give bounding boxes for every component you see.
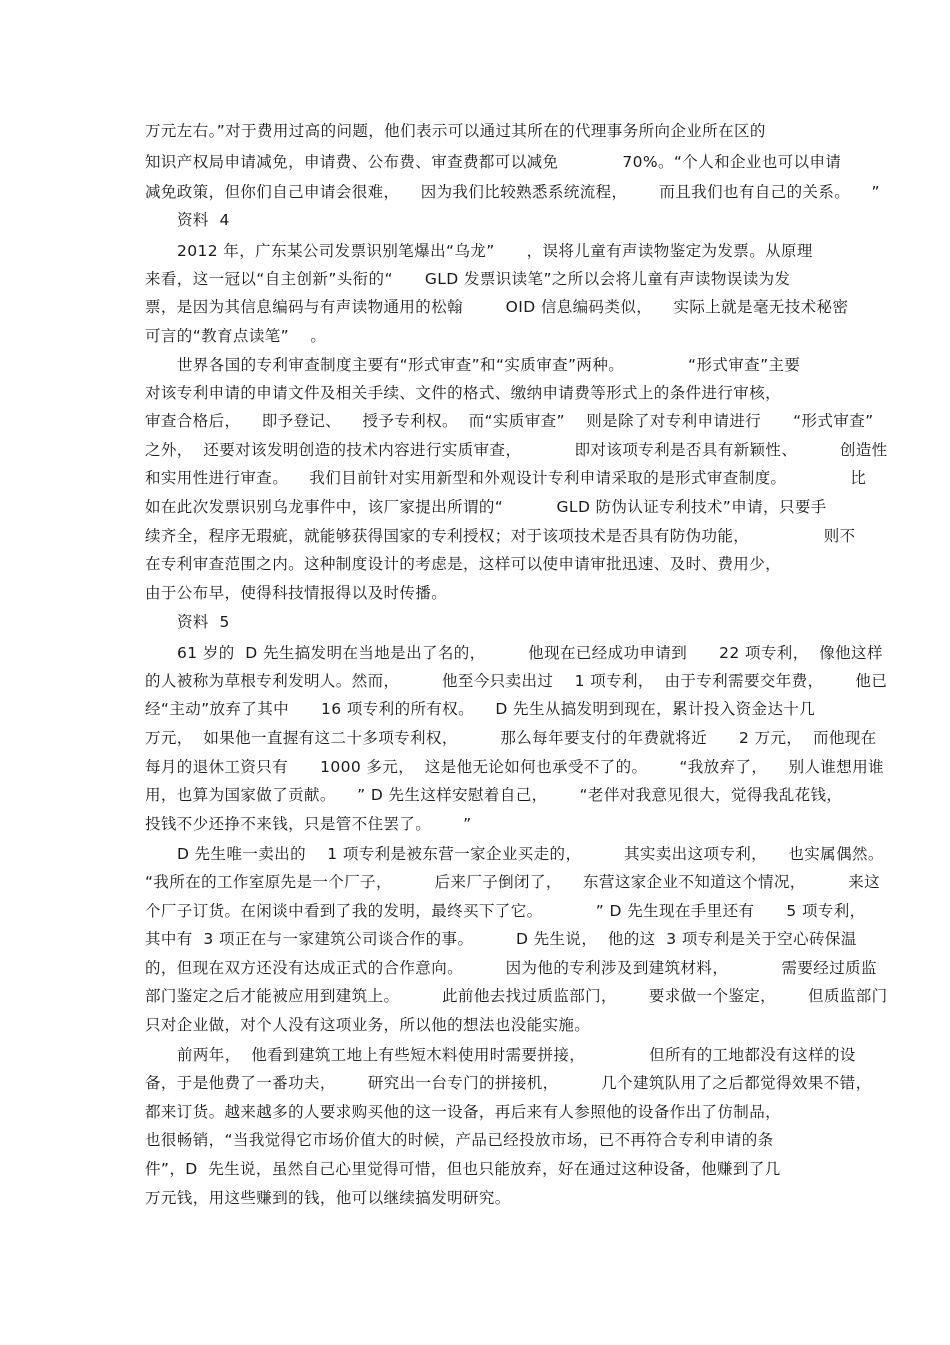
text-line: 如在此次发票识别乌龙事件中，该厂家提出所谓的“ GLD 防伪认证专利技术”申请，只要手: [145, 498, 827, 516]
text-line: 备，于是他费了一番功夫， 研究出一台专门的拼接机， 几个建筑队用了之后都觉得效果不错，: [145, 1074, 872, 1092]
text-line: 之外， 还要对该发明创造的技术内容进行实质审查， 即对该项专利是否具有新颖性、 创造性: [145, 441, 888, 459]
text-line: 的人被称为草根专利发明人。然而， 他至今只卖出过 1 项专利， 由于专利需要交年费， 他已: [145, 672, 888, 690]
text-line: 其中有 3 项正在与一家建筑公司谈合作的事。 D 先生说， 他的这 3 项专利是关于空心砖保温: [145, 930, 857, 948]
text-line: “我所在的工作室原先是一个厂子， 后来厂子倒闭了， 东营这家企业不知道这个情况， 来这: [145, 873, 881, 891]
text-line: 经“主动”放弃了其中 16 项专利的所有权。 D 先生从搞发明到现在，累计投入资金达十几: [145, 700, 816, 718]
text-line: 用，也算为国家做了贡献。 ” D 先生这样安慰着自己， “老伴对我意见很大，觉得我乱花钱，: [145, 786, 843, 804]
text-line: 每月的退休工资只有 1000 多元， 这是他无论如何也承受不了的。 “我放弃了， 别人谁想用谁: [145, 758, 884, 776]
text-line: 可言的“教育点读笔” 。: [145, 327, 327, 345]
text-line: 和实用性进行审查。 我们目前针对实用新型和外观设计专利申请采取的是形式审查制度。 比: [145, 469, 867, 487]
text-line: 知识产权局申请减免，申请费、公布费、审查费都可以减免 70%。“个人和企业也可以申请: [145, 153, 842, 171]
text-line: 万元， 如果他一直握有这二十多项专利权， 那么每年要支付的年费就将近 2 万元， 而他现在: [145, 729, 877, 747]
text-line: 前两年， 他看到建筑工地上有些短木料使用时需要拼接， 但所有的工地都没有这样的设: [177, 1046, 856, 1064]
text-line: 在专利审查范围之内。这种制度设计的考虑是，这样可以使申请审批迅速、及时、费用少，: [145, 555, 782, 573]
text-line: 续齐全，程序无瑕疵，就能够获得国家的专利授权；对于该项技术是否具有防伪功能， 则不: [145, 527, 856, 545]
text-line: 件”，D 先生说，虽然自己心里觉得可惜，但也只能放弃，好在通过这种设备，他赚到了几: [145, 1160, 781, 1178]
text-line: 世界各国的专利审查制度主要有“形式审查”和“实质审查”两种。 “形式审查”主要: [177, 356, 801, 374]
text-line: 部门鉴定之后才能被应用到建筑上。 此前他去找过质监部门， 要求做一个鉴定， 但质监部门: [145, 987, 888, 1005]
section-heading: 资料 5: [177, 613, 230, 631]
text-line: 都来订货。越来越多的人要求购买他的这一设备，再后来有人参照他的设备作出了仿制品，: [145, 1103, 782, 1121]
text-line: 来看，这一冠以“自主创新”头衔的“ GLD 发票识读笔”之所以会将儿童有声读物误读为发: [145, 270, 791, 288]
text-line: 对该专利申请的申请文件及相关手续、文件的格式、缴纳申请费等形式上的条件进行审核，: [145, 384, 782, 402]
text-line: 万元左右。”对于费用过高的问题，他们表示可以通过其所在的代理事务所向企业所在区的: [145, 122, 766, 140]
text-line: 也很畅销，“当我觉得它市场价值大的时候，产品已经投放市场，已不再符合专利申请的条: [145, 1131, 774, 1149]
text-line: 减免政策，但你们自己申请会很难， 因为我们比较熟悉系统流程， 而且我们也有自己的关系。 ”: [145, 183, 880, 201]
text-line: 的，但现在双方还没有达成正式的合作意向。 因为他的专利涉及到建筑材料， 需要经过质监: [145, 959, 877, 977]
text-line: 由于公布早，使得科技情报得以及时传播。: [145, 584, 448, 602]
text-line: 61 岁的 D 先生搞发明在当地是出了名的， 他现在已经成功申请到 22 项专利， 像他这样: [177, 644, 883, 662]
text-line: 投钱不少还挣不来钱，只是管不住罢了。 ”: [145, 815, 472, 833]
text-line: 审查合格后， 即予登记、 授予专利权。 而“实质审查” 则是除了对专利申请进行 “形式审查”: [145, 412, 874, 430]
text-line: D 先生唯一卖出的 1 项专利是被东营一家企业买走的， 其实卖出这项专利， 也实属偶然。: [177, 845, 884, 863]
text-line: 个厂子订货。在闲谈中看到了我的发明，最终买下了它。 ” D 先生现在手里还有 5 项专利，: [145, 902, 866, 920]
text-line: 票，是因为其信息编码与有声读物通用的松翰 OID 信息编码类似， 实际上就是毫无技术秘密: [145, 298, 849, 316]
text-line: 万元钱，用这些赚到的钱，他可以继续搞发明研究。: [145, 1189, 511, 1207]
text-line: 2012 年，广东某公司发票识别笔爆出“乌龙” ，误将儿童有声读物鉴定为发票。从原理: [177, 242, 813, 260]
section-heading: 资料 4: [177, 211, 230, 229]
text-line: 只对企业做，对个人没有这项业务，所以他的想法也没能实施。: [145, 1016, 591, 1034]
